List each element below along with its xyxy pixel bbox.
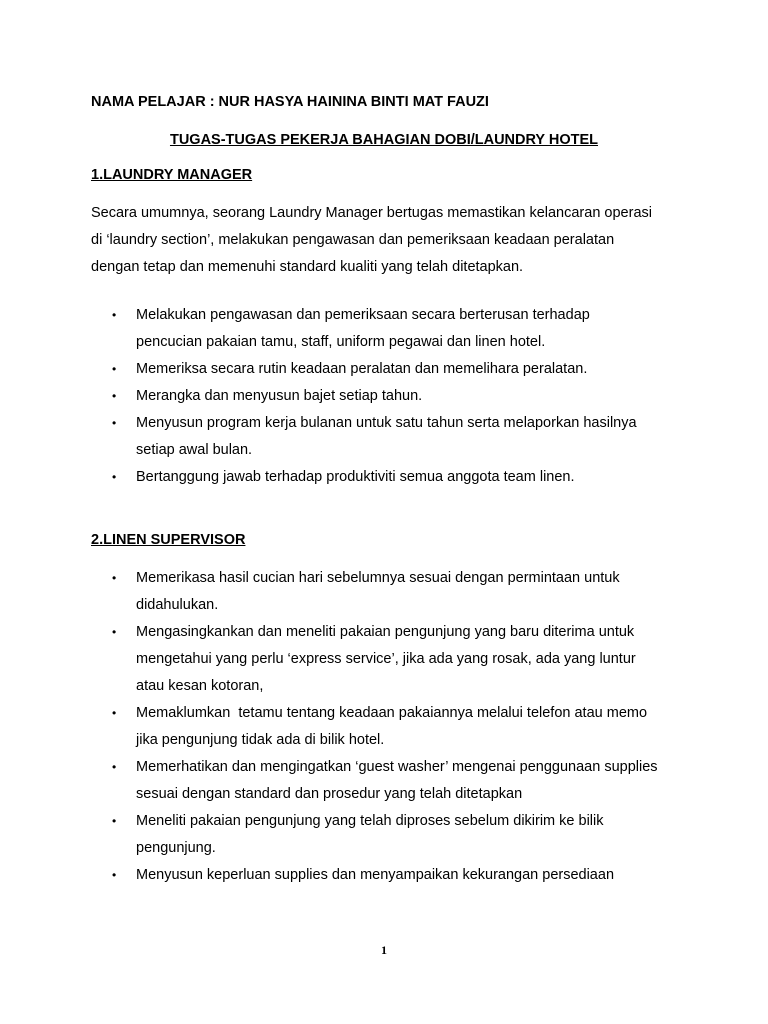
list-item-line: Memaklumkan tetamu tentang keadaan pakaiannya melalui telefon atau memo	[136, 705, 648, 721]
list-item	[108, 565, 708, 619]
section1-heading: 1.LAUNDRY MANAGER	[91, 167, 253, 183]
section1-bullet-list	[108, 302, 708, 491]
bullet-icon: •	[112, 470, 117, 484]
list-item-line: Melakukan pengawasan dan pemeriksaan secara berterusan terhadap	[136, 307, 590, 323]
student-name-line: NAMA PELAJAR : NUR HASYA HAININA BINTI MAT FAUZI	[91, 94, 489, 110]
list-item	[108, 356, 708, 383]
list-item	[108, 700, 708, 754]
list-item-line: pencucian pakaian tamu, staff, uniform pegawai dan linen hotel.	[136, 334, 546, 350]
bullet-icon: •	[112, 389, 117, 403]
document-title: TUGAS-TUGAS PEKERJA BAHAGIAN DOBI/LAUNDRY HOTEL	[169, 132, 599, 148]
list-item-line: Menyusun keperluan supplies dan menyampaikan kekurangan persediaan	[136, 867, 615, 883]
list-item-line: didahulukan.	[136, 597, 219, 613]
list-item-line: jika pengunjung tidak ada di bilik hotel.	[136, 732, 385, 748]
bullet-icon: •	[112, 308, 117, 322]
section2-bullet-list	[108, 565, 708, 889]
bullet-icon: •	[112, 706, 117, 720]
list-item-line: Bertanggung jawab terhadap produktiviti semua anggota team linen.	[136, 469, 575, 485]
section1-paragraph	[91, 200, 652, 281]
bullet-icon: •	[112, 416, 117, 430]
paragraph-line: Secara umumnya, seorang Laundry Manager bertugas memastikan kelancaran operasi	[91, 205, 652, 221]
bullet-icon: •	[112, 571, 117, 585]
list-item	[108, 464, 708, 491]
section2-heading: 2.LINEN SUPERVISOR	[91, 532, 246, 548]
list-item	[108, 862, 708, 889]
paragraph-line: di ‘laundry section’, melakukan pengawasan dan pemeriksaan keadaan peralatan	[91, 232, 615, 248]
list-item	[108, 754, 708, 808]
list-item-line: atau kesan kotoran,	[136, 678, 264, 694]
list-item-line: mengetahui yang perlu ‘express service’, jika ada yang rosak, ada yang luntur	[136, 651, 636, 667]
paragraph-line: dengan tetap dan memenuhi standard kualiti yang telah ditetapkan.	[91, 259, 524, 275]
list-item	[108, 410, 708, 464]
list-item-line: Memerhatikan dan mengingatkan ‘guest washer’ mengenai penggunaan supplies	[136, 759, 658, 775]
list-item-line: Mengasingkankan dan meneliti pakaian pengunjung yang baru diterima untuk	[136, 624, 635, 640]
bullet-icon: •	[112, 868, 117, 882]
bullet-icon: •	[112, 362, 117, 376]
list-item	[108, 619, 708, 700]
bullet-icon: •	[112, 760, 117, 774]
list-item	[108, 383, 708, 410]
list-item-line: Memerikasa hasil cucian hari sebelumnya sesuai dengan permintaan untuk	[136, 570, 620, 586]
list-item	[108, 302, 708, 356]
list-item-line: sesuai dengan standard dan prosedur yang telah ditetapkan	[136, 786, 523, 802]
list-item-line: Meneliti pakaian pengunjung yang telah diproses sebelum dikirim ke bilik	[136, 813, 604, 829]
bullet-icon: •	[112, 814, 117, 828]
page-number: 1	[381, 943, 387, 957]
list-item-line: Merangka dan menyusun bajet setiap tahun.	[136, 388, 423, 404]
list-item-line: setiap awal bulan.	[136, 442, 253, 458]
list-item-line: Menyusun program kerja bulanan untuk satu tahun serta melaporkan hasilnya	[136, 415, 637, 431]
list-item-line: Memeriksa secara rutin keadaan peralatan dan memelihara peralatan.	[136, 361, 588, 377]
bullet-icon: •	[112, 625, 117, 639]
list-item	[108, 808, 708, 862]
list-item-line: pengunjung.	[136, 840, 216, 856]
